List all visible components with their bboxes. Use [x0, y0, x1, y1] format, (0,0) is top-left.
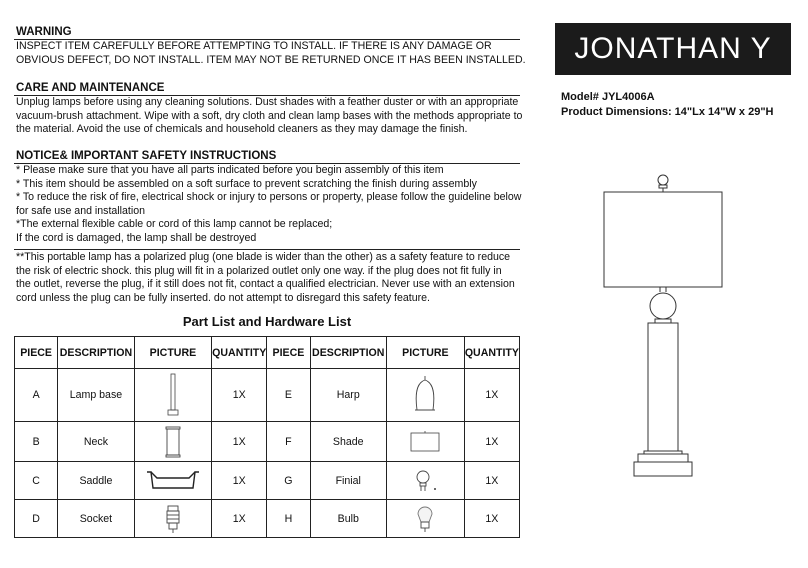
notice-title: NOTICE& IMPORTANT SAFETY INSTRUCTIONS	[16, 150, 277, 162]
col-header: PIECE	[15, 337, 58, 369]
notice-line: *The external flexible cable or cord of this lamp cannot be replaced;	[16, 218, 333, 231]
quantity-cell: 1X	[464, 500, 519, 538]
description-cell: Neck	[58, 422, 134, 462]
picture-cell	[386, 500, 464, 538]
picture-cell	[134, 500, 211, 538]
description-cell: Socket	[58, 500, 134, 538]
plug-text	[16, 251, 515, 305]
picture-cell	[134, 422, 211, 462]
care-text	[16, 96, 522, 137]
table-header-row	[15, 337, 520, 369]
picture-cell	[386, 422, 464, 462]
model-number: Model# JYL4006A	[561, 91, 655, 103]
socket-icon	[164, 504, 182, 534]
care-line: Unplug lamps before using any cleaning solutions. Dust shades with a feather duster or with an appropriate	[16, 96, 519, 108]
picture-cell	[134, 462, 211, 500]
quantity-cell: 1X	[212, 462, 267, 500]
picture-cell	[386, 369, 464, 422]
col-header: PICTURE	[386, 337, 464, 369]
description-cell: Lamp base	[58, 369, 134, 422]
care-line: vacuum-brush attachment. Wipe with a soft, dry cloth and clean lamp bases with the methods appropriate to	[16, 109, 523, 122]
quantity-cell: 1X	[212, 500, 267, 538]
warning-text	[16, 40, 526, 67]
plug-line: **This portable lamp has a polarized plug (one blade is wider than the other) as a safety feature to reduce	[16, 251, 511, 263]
col-header: PIECE	[267, 337, 310, 369]
col-header: QUANTITY	[464, 337, 519, 369]
quantity-cell: 1X	[212, 369, 267, 422]
description-cell: Harp	[310, 369, 386, 422]
notice-line: * To reduce the risk of fire, electrical shock or injury to persons or property, please follow the guideline below	[16, 191, 522, 204]
quantity-cell: 1X	[212, 422, 267, 462]
table-row	[15, 369, 520, 422]
parts-table	[14, 336, 520, 538]
picture-cell	[134, 369, 211, 422]
description-cell: Finial	[310, 462, 386, 500]
parts-list-title: Part List and Hardware List	[182, 314, 352, 329]
col-header: DESCRIPTION	[58, 337, 134, 369]
picture-cell	[386, 462, 464, 500]
description-cell: Saddle	[58, 462, 134, 500]
piece-cell: A	[15, 369, 58, 422]
col-header: PICTURE	[134, 337, 211, 369]
table-row	[15, 422, 520, 462]
piece-cell: F	[267, 422, 310, 462]
warning-line: INSPECT ITEM CAREFULLY BEFORE ATTEMPTING TO INSTALL. IF THERE IS ANY DAMAGE OR	[16, 40, 492, 52]
divider	[14, 249, 520, 250]
notice-line: * This item should be assembled on a soft surface to prevent scratching the finish during assembly	[16, 177, 477, 190]
piece-cell: D	[15, 500, 58, 538]
plug-line: cord unless the plug can be fully inserted. do not attempt to disregard this safety feature.	[16, 291, 430, 304]
finial-icon	[410, 468, 440, 494]
care-title: CARE AND MAINTENANCE	[16, 82, 165, 94]
col-header: DESCRIPTION	[310, 337, 386, 369]
piece-cell: C	[15, 462, 58, 500]
piece-cell: B	[15, 422, 58, 462]
piece-cell: H	[267, 500, 310, 538]
lamp-illustration	[596, 172, 736, 482]
piece-cell: G	[267, 462, 310, 500]
col-header: QUANTITY	[212, 337, 267, 369]
plug-line: the risk of electric shock. this plug will fit in a polarized outlet only one way. if the plug does not fit fully in	[16, 264, 502, 277]
description-cell: Shade	[310, 422, 386, 462]
saddle-icon	[145, 468, 201, 494]
plug-line: the outlet, reverse the plug, if it still does not fit, contact a qualified electrician. Never use with an extension	[16, 278, 515, 291]
quantity-cell: 1X	[464, 369, 519, 422]
notice-line: for safe use and installation	[16, 204, 145, 217]
quantity-cell: 1X	[464, 462, 519, 500]
lamp-base-icon	[166, 372, 180, 418]
table-row	[15, 500, 520, 538]
shade-icon	[409, 430, 441, 454]
table-row	[15, 462, 520, 500]
notice-line: * Please make sure that you have all parts indicated before you begin assembly of this item	[16, 164, 444, 176]
brand-logo: JONATHAN Y	[555, 23, 791, 75]
product-dimensions: Product Dimensions: 14"Lx 14"W x 29"H	[561, 106, 774, 118]
neck-icon	[163, 425, 183, 459]
care-line: the material. Avoid the use of chemicals and household cleaners as they may damage the finish.	[16, 123, 468, 136]
notice-line: If the cord is damaged, the lamp shall be destroyed	[16, 231, 257, 244]
bulb-icon	[415, 504, 435, 534]
warning-title: WARNING	[16, 26, 72, 38]
warning-line: OBVIOUS DEFECT, DO NOT INSTALL. ITEM MAY NOT BE RETURNED ONCE IT HAS BEEN INSTALLED.	[16, 53, 526, 66]
description-cell: Bulb	[310, 500, 386, 538]
piece-cell: E	[267, 369, 310, 422]
notice-text	[16, 164, 521, 246]
harp-icon	[412, 375, 438, 415]
quantity-cell: 1X	[464, 422, 519, 462]
